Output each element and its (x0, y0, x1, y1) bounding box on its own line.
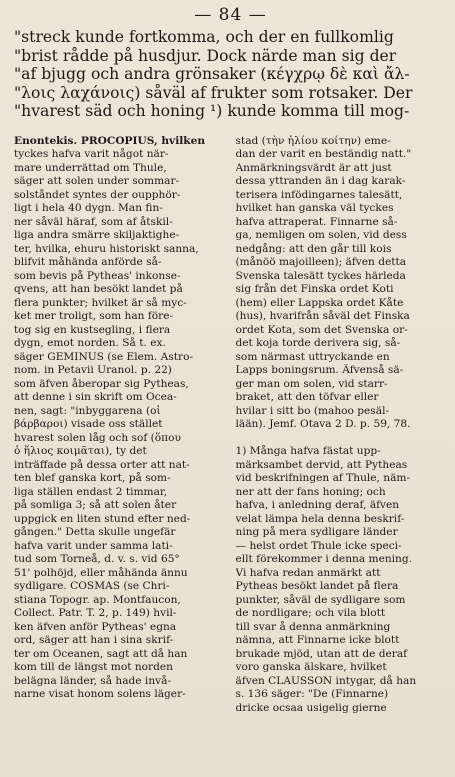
right-column-line: (hem) eller Lappska ordet Kåte (235, 296, 404, 309)
right-column-line: märksambet dervid, att Pytheas (235, 458, 408, 471)
right-column-line: Pytheas besökt landet på flera (235, 580, 399, 592)
left-column-line: flera punkter; hvilket är så myc- (14, 296, 187, 309)
right-column-line: (hus), hvarifrån såväl det Finska (235, 310, 410, 322)
page-number: — 84 — (194, 5, 267, 25)
right-column-line: ger man om solen, vid starr- (235, 377, 388, 390)
left-column-line: nen, sagt: "inbyggarena (οἱ (14, 404, 161, 417)
left-column-line: hafva varit under samma lati- (14, 539, 173, 552)
right-column-line: till svar å denna anmärkning (235, 620, 391, 633)
left-column-line: liga ställen endast 2 timmar, (14, 485, 168, 498)
left-column-line: ligt i hela 40 dygn. Man fin- (14, 202, 163, 214)
left-column-line: att denne i sin skrift om Ocea- (14, 391, 177, 403)
left-column-line: Collect. Patr. T. 2, p. 149) hvil- (14, 607, 177, 619)
right-column-line: ordet Kota, som det Svenska or- (235, 323, 408, 336)
right-column-line (236, 432, 448, 446)
left-column-line: ter om Oceanen, sagt att då han (14, 647, 188, 660)
left-column-line: mare underrättad om Thule, (14, 161, 167, 174)
left-column-line: ord, säger att han i sina skrif- (14, 634, 174, 646)
right-column-line: vid beskrifningen af Thule, näm- (235, 472, 411, 484)
left-column-line: ner såväl häraf, som af åtskil- (14, 215, 173, 228)
left-column-line: qvens, att han besökt landet på (14, 283, 183, 295)
left-column-line: ὁ ἥλιος κοιμᾶται), ty det (14, 445, 147, 457)
intro-line: "streck kunde fortkomma, och der en fullkomlig (14, 28, 394, 46)
right-column-line: lään). Jemf. Otava 2 D. p. 59, 78. (235, 418, 411, 430)
right-column-line: (månöö majoilleen); äfven detta (235, 256, 407, 268)
right-column-line: dricke ocsaa usigelig gierne (235, 701, 387, 714)
left-column-line: säger GEMINUS (se Elem. Astro- (14, 350, 194, 363)
right-column-line: äfven CLAUSSON intygar, då han (235, 674, 417, 687)
intro-line: "λοις λαχάνοις) såväl af frukter som rotsaker. Der (14, 83, 413, 102)
left-column-line: blifvit måhända anförde så- (14, 256, 162, 268)
intro-line: "af bjugg och andra grönsaker (κέγχρῳ δὲ καὶ ἄλ- (14, 65, 410, 83)
right-column-line: hafva, i anledning deraf, äfven (235, 499, 400, 511)
left-column-line: solståndet syntes der oupphör- (14, 188, 181, 201)
intro-line: "brist rådde på husdjur. Dock närde man sig der (14, 46, 397, 65)
right-column-line: punkter, såväl de sydligare som (235, 593, 406, 606)
left-column-line: inträffade på dessa orter att nat- (14, 458, 190, 471)
left-column-line: sydligare. COSMAS (se Chri- (14, 580, 170, 592)
right-column-line: Anmärkningsvärdt är att just (235, 161, 392, 174)
right-column-line: Vi hafva redan anmärkt att (235, 566, 381, 579)
right-column-line: voro ganska älskare, hvilket (235, 661, 387, 673)
left-column-line: liga andra smärre skiljaktighe- (14, 229, 180, 241)
left-column-line: ken äfven anför Pytheas' egna (14, 620, 177, 633)
right-column-line: stad (τὴν ἡλίου κοίτην) eme- (235, 134, 391, 147)
right-column-line: braket, att den töfvar eller (235, 391, 379, 403)
right-column-line: ning på mera sydligare länder (235, 526, 398, 538)
left-column-line: hvarest solen låg och sof (ὅπου (14, 431, 181, 444)
left-column-line: belägna länder, så hade invå- (14, 674, 172, 687)
right-column-line: Svenska talesätt tyckes härleda (235, 269, 406, 282)
left-column-line: ket mer troligt, som han före- (14, 310, 174, 322)
left-column-line: som bevis på Pytheas' inkonse- (14, 269, 181, 282)
left-column-line: tog sig en kustsegling, i flera (14, 323, 171, 336)
left-column-line: 51' polhöjd, eller måhända ännu (14, 566, 188, 579)
right-column-line: nedgång: att den går till kois (235, 242, 392, 255)
right-column-line: dan der varit en beständig natt." (235, 148, 412, 160)
right-column-line: ner att der fans honing; och (235, 485, 386, 498)
left-column-line: tyckes hafva varit något när- (14, 148, 169, 160)
left-column-line: dygn, emot norden. Så t. ex. (14, 337, 166, 349)
left-column (14, 135, 226, 716)
intro-paragraph (14, 28, 447, 121)
right-column-line: 1) Många hafva fästat upp- (235, 445, 381, 457)
left-column-line: gången." Detta skulle ungefär (14, 526, 176, 538)
right-column-line: hvilar i sitt bo (mahoo pesäl- (235, 404, 390, 417)
right-column-line: — helst ordet Thule icke speci- (235, 539, 402, 552)
left-column-line: kom till de längst mot norden (14, 661, 173, 673)
left-column-line: narne visat honom solens läger- (14, 688, 186, 700)
left-column-line: βάρβαροι) visade oss stället (14, 418, 163, 430)
right-column-line: s. 136 säger: "De (Finnarne) (235, 688, 389, 700)
left-column-line: tud som Torneå, d. v. s. vid 65° (14, 553, 180, 565)
left-column-line: på somliga 3; så att solen åter (14, 499, 177, 511)
right-column-line: det koja torde derivera sig, så- (235, 337, 401, 349)
right-column-line: ellt förekommer i denna mening. (235, 553, 413, 565)
left-column-line: som äfven åberopar sig Pytheas, (14, 377, 189, 390)
right-column-line: hafva attraperat. Finnarne så- (235, 215, 398, 228)
left-column-line: Enontekis. PROCOPIUS, hvilken (14, 134, 206, 147)
left-column-line: ten blef ganska kort, på som- (14, 472, 171, 484)
right-column-line: dessa yttranden än i dag karak- (235, 175, 406, 187)
right-column-line: de nordligare; och vila blott (235, 607, 386, 619)
intro-line: "hvarest säd och honing ¹) kunde komma till mog- (14, 102, 410, 120)
right-column (236, 135, 448, 716)
right-column-line: som närmast uttryckande en (235, 350, 390, 363)
right-column-line: terisera infödingarnes talesätt, (235, 188, 403, 201)
left-column-line: nom. in Petavii Uranol. p. 22) (14, 364, 172, 376)
left-column-line: uppgick en liten stund efter ned- (14, 512, 191, 525)
right-column-line: ga, nemligen om solen, vid dess (235, 229, 407, 241)
right-column-line: hvilket han ganska väl tyckes (235, 202, 394, 214)
right-column-line: Lapps boningsrum. Äfvenså sä- (235, 364, 404, 376)
right-column-line: nämna, att Finnarne icke blott (235, 634, 400, 646)
right-column-line: velat lämpa hela denna beskrif- (235, 512, 405, 525)
right-column-line: brukade mjöd, utan att de deraf (235, 647, 408, 660)
left-column-line: stiana Topogr. ap. Montfaucon, (14, 593, 181, 606)
left-column-line: säger att solen under sommar- (14, 175, 180, 187)
right-column-line: sig från det Finska ordet Koti (235, 283, 394, 295)
left-column-line: ter, hvilka, ehuru historiskt sanna, (14, 242, 199, 255)
two-column-body (14, 135, 447, 716)
